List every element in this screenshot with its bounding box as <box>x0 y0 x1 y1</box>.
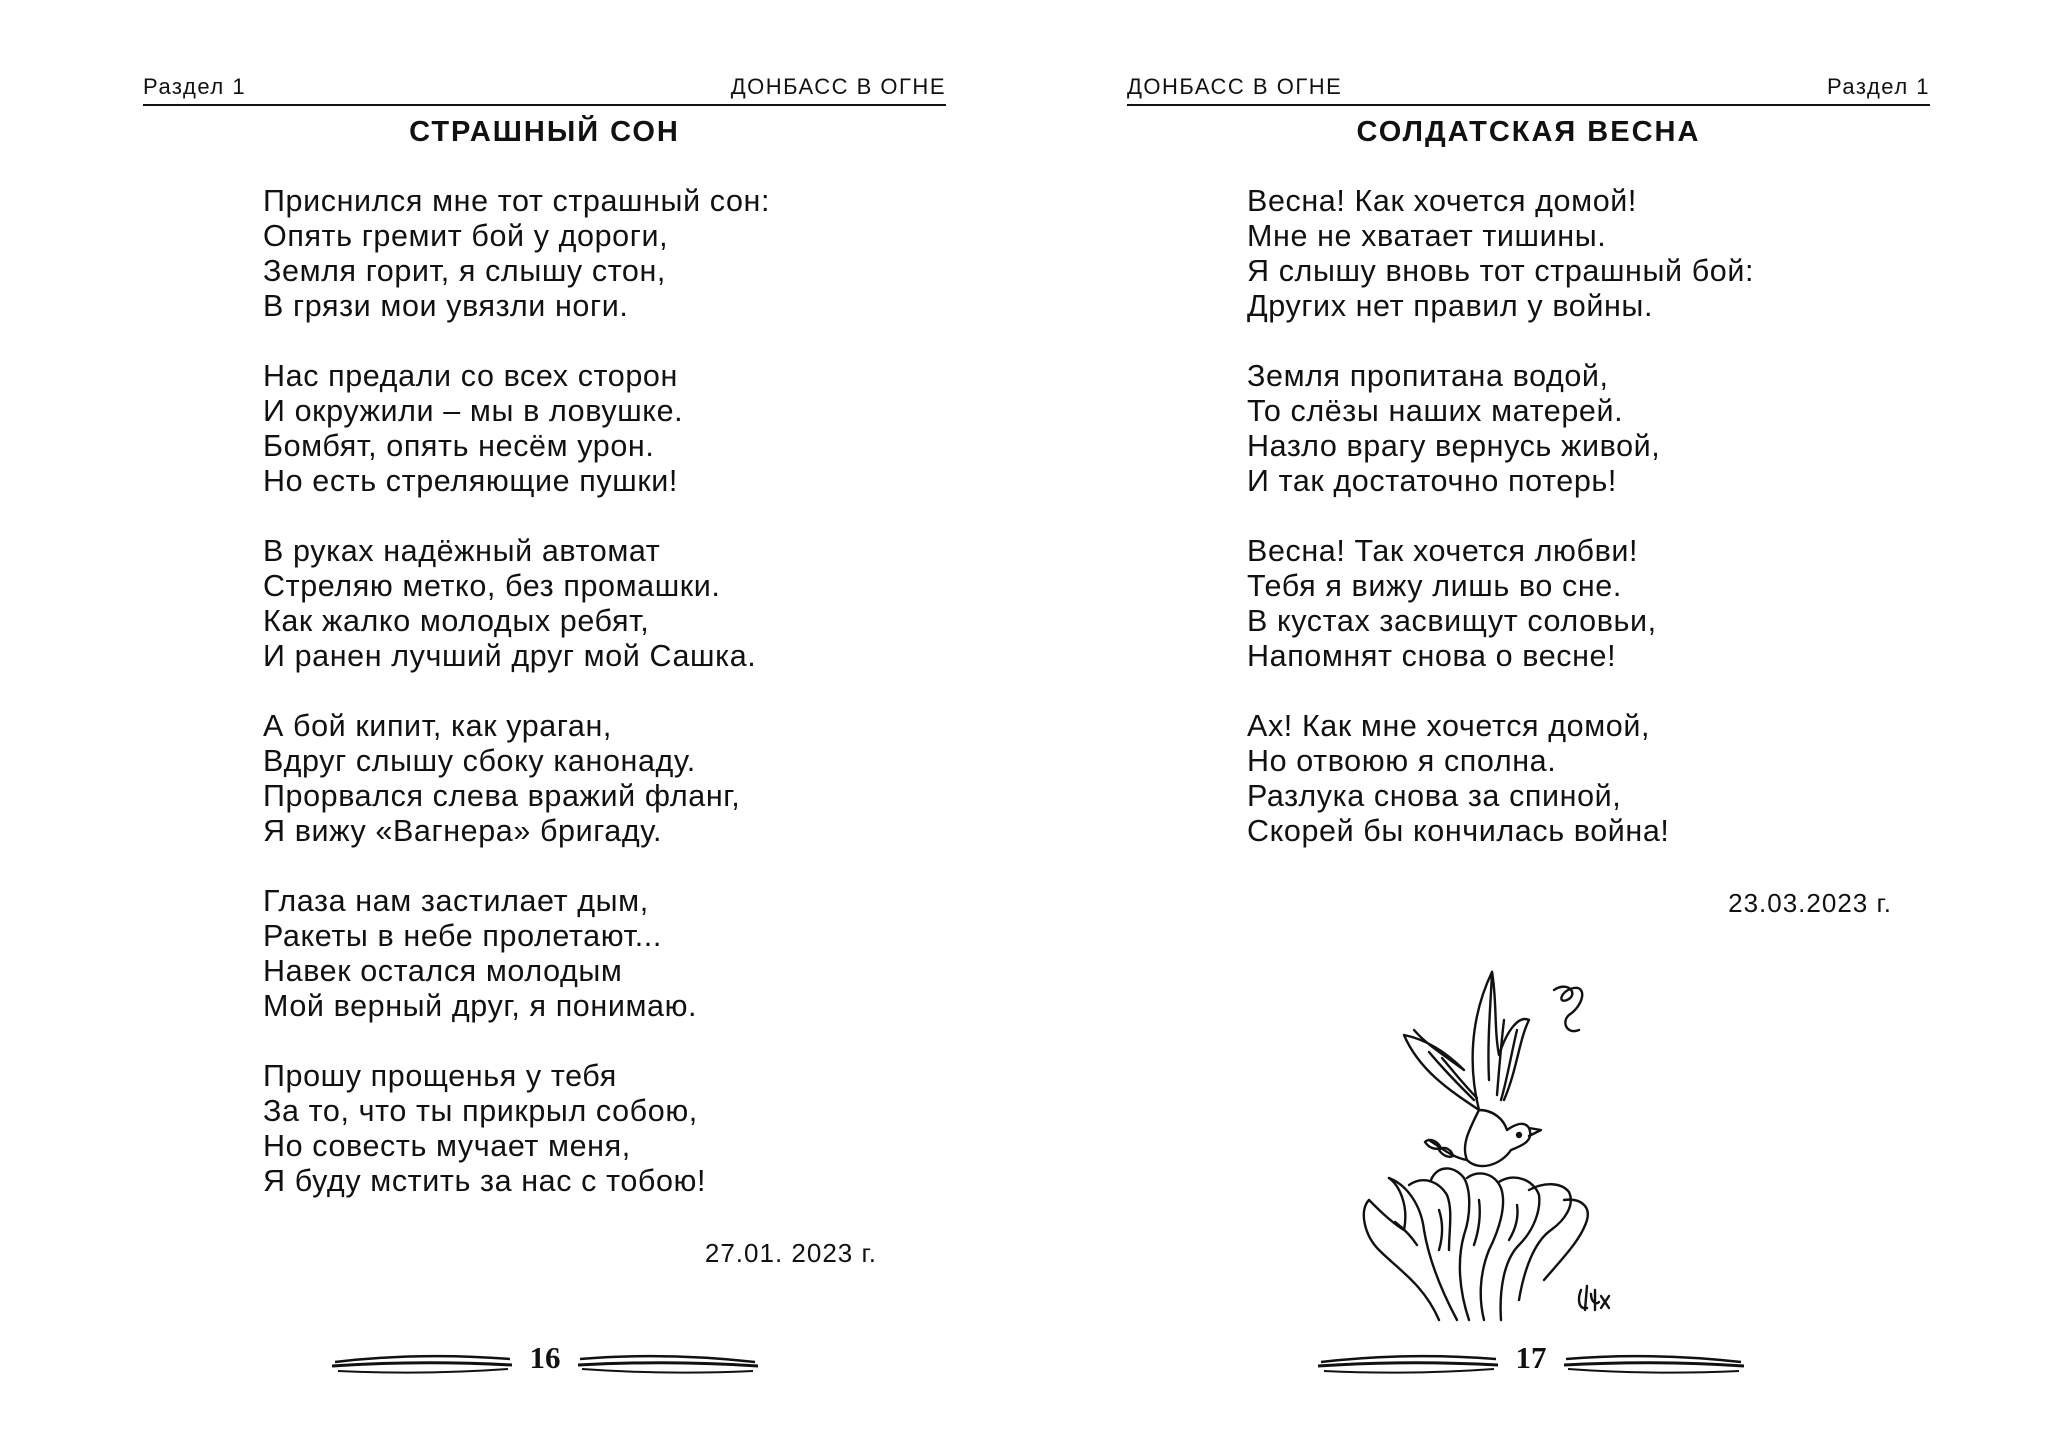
dove-and-hands-illustration <box>1329 960 1629 1330</box>
poem-line: Приснился мне тот страшный сон: <box>263 184 771 218</box>
poem-line: Прошу прощенья у тебя <box>263 1059 617 1093</box>
poem-line: А бой кипит, как ураган, <box>263 709 612 743</box>
poem-title: СТРАШНЫЙ СОН <box>409 116 680 148</box>
poem-line: Других нет правил у войны. <box>1247 289 1654 323</box>
poem-line: Стреляю метко, без промашки. <box>263 569 721 603</box>
page-number: 17 <box>1515 1340 1547 1375</box>
decorative-rule-icon <box>330 1348 515 1378</box>
poem-line: Как жалко молодых ребят, <box>263 604 650 638</box>
decorative-rule-icon <box>1561 1348 1746 1378</box>
poem-line: И окружили – мы в ловушке. <box>263 394 684 428</box>
running-header <box>1127 74 1930 106</box>
stanza <box>1247 359 1887 499</box>
poem-line: Ах! Как мне хочется домой, <box>1247 709 1651 743</box>
poem-line: Но есть стреляющие пушки! <box>263 464 678 498</box>
poem-line: Глаза нам застилает дым, <box>263 884 649 918</box>
poem-line: Но отвоюю я сполна. <box>1247 744 1557 778</box>
section-label: Раздел 1 <box>143 74 247 99</box>
poem-line: Напомнят снова о весне! <box>1247 639 1617 673</box>
poem-line: Земля пропитана водой, <box>1247 359 1609 393</box>
stanza <box>1247 709 1887 849</box>
running-header <box>143 74 946 106</box>
poem-line: За то, что ты прикрыл собою, <box>263 1094 698 1128</box>
stanza <box>1247 184 1887 324</box>
poem-line: Мой верный друг, я понимаю. <box>263 989 698 1023</box>
poem-title: СОЛДАТСКАЯ ВЕСНА <box>1356 116 1701 148</box>
book-title: ДОНБАСС В ОГНЕ <box>730 74 946 99</box>
stanza <box>263 184 903 324</box>
poem-line: В кустах засвищут соловьи, <box>1247 604 1657 638</box>
poem-line: Ракеты в небе пролетают... <box>263 919 662 953</box>
poem-date: 27.01. 2023 г. <box>704 1238 877 1268</box>
decorative-rule-icon <box>1316 1348 1501 1378</box>
poem-body <box>1247 184 1887 884</box>
stanza <box>263 1059 903 1199</box>
right-page <box>1029 0 2058 1454</box>
poem-line: В руках надёжный автомат <box>263 534 661 568</box>
poem-line: Бомбят, опять несём урон. <box>263 429 655 463</box>
dove-and-hands-icon <box>1329 960 1629 1330</box>
poem-line: То слёзы наших матерей. <box>1247 394 1624 428</box>
poem-line: Мне не хватает тишины. <box>1247 219 1607 253</box>
stanza <box>263 709 903 849</box>
poem-line: Прорвался слева вражий фланг, <box>263 779 741 813</box>
poem-line: И так достаточно потерь! <box>1247 464 1617 498</box>
poem-line: В грязи мои увязли ноги. <box>263 289 629 323</box>
poem-date: 23.03.2023 г. <box>1728 888 1892 918</box>
poem-line: Я буду мстить за нас с тобою! <box>263 1164 707 1198</box>
poem-line: И ранен лучший друг мой Сашка. <box>263 639 757 673</box>
poem-line: Весна! Так хочется любви! <box>1247 534 1639 568</box>
poem-line: Разлука снова за спиной, <box>1247 779 1622 813</box>
book-title: ДОНБАСС В ОГНЕ <box>1127 74 1343 99</box>
poem-line: Земля горит, я слышу стон, <box>263 254 667 288</box>
stanza <box>263 534 903 674</box>
decorative-rule-icon <box>575 1348 760 1378</box>
page-number: 16 <box>529 1340 561 1375</box>
section-label: Раздел 1 <box>1826 74 1930 99</box>
stanza <box>1247 534 1887 674</box>
poem-line: Весна! Как хочется домой! <box>1247 184 1637 218</box>
stanza <box>263 359 903 499</box>
stanza <box>263 884 903 1024</box>
poem-line: Скорей бы кончилась война! <box>1247 814 1670 848</box>
poem-body <box>263 184 903 1234</box>
page-folio <box>330 1340 760 1384</box>
poem-line: Назло врагу вернусь живой, <box>1247 429 1661 463</box>
poem-line: Опять гремит бой у дороги, <box>263 219 669 253</box>
page-folio <box>1316 1340 1746 1384</box>
poem-line: Тебя я вижу лишь во сне. <box>1247 569 1622 603</box>
poem-line: Нас предали со всех сторон <box>263 359 678 393</box>
poem-line: Вдруг слышу сбоку канонаду. <box>263 744 696 778</box>
poem-line: Я слышу вновь тот страшный бой: <box>1247 254 1755 288</box>
poem-line: Я вижу «Вагнера» бригаду. <box>263 814 663 848</box>
poem-line: Навек остался молодым <box>263 954 623 988</box>
poem-line: Но совесть мучает меня, <box>263 1129 631 1163</box>
